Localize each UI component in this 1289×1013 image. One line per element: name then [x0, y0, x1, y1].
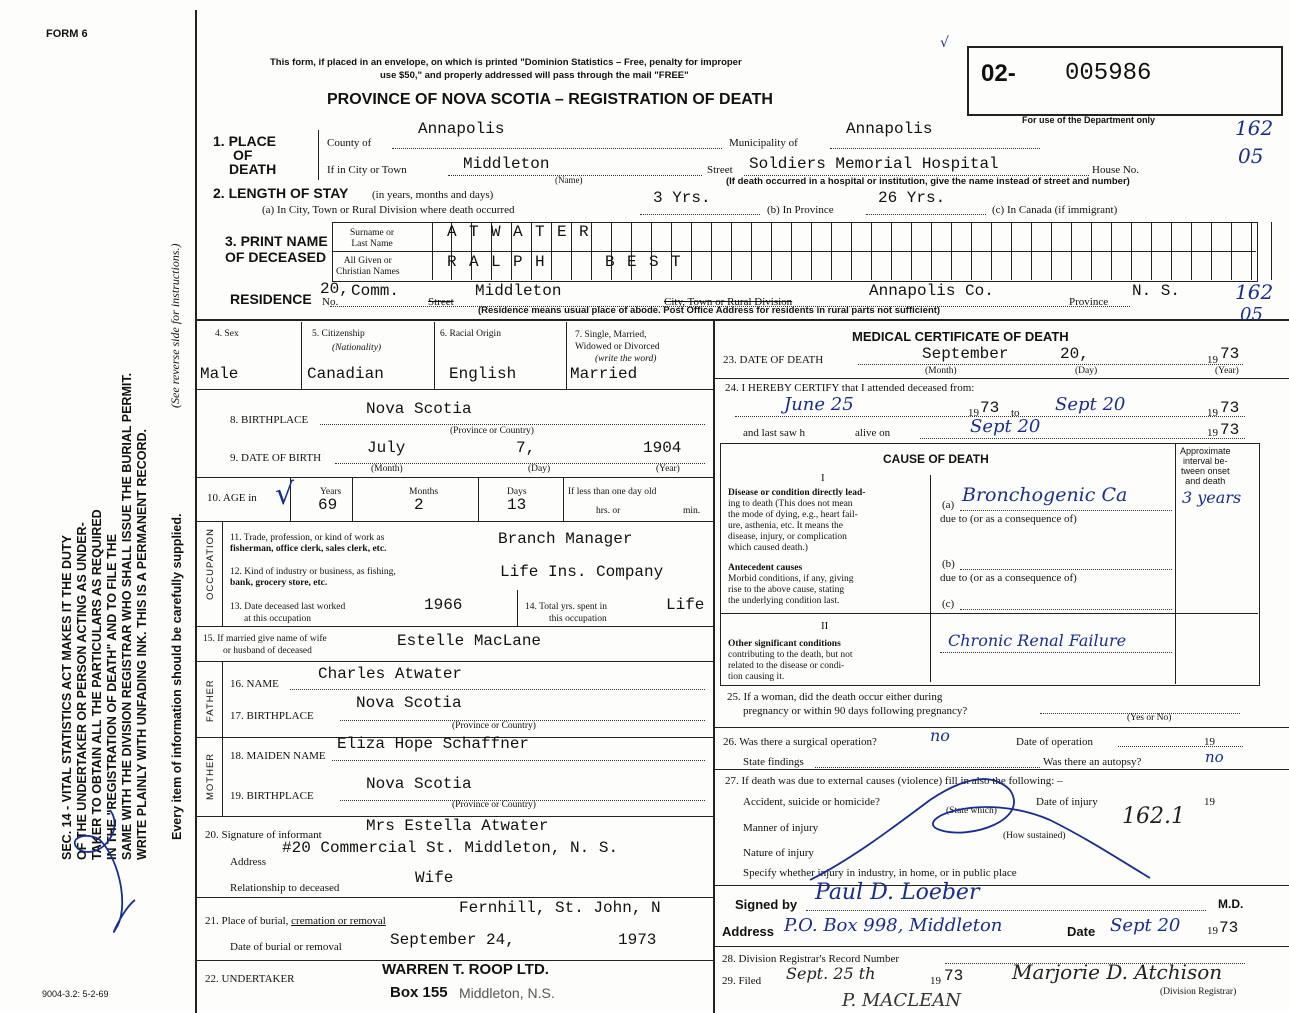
label-part: tion causing it. — [728, 672, 785, 682]
mother-birthplace-note: (Province or Country) — [452, 800, 536, 810]
accident-label: Accident, suicide or homicide? — [743, 796, 880, 808]
residence-street: Comm. — [351, 282, 400, 300]
months-label: Months — [409, 487, 439, 497]
mother-name: Eliza Hope Schaffner — [337, 735, 530, 753]
years-label: Years — [320, 487, 342, 497]
marital-label — [575, 329, 660, 365]
label-part: OF — [233, 147, 253, 163]
burial-date-label: Date of burial or removal — [230, 941, 342, 953]
informant-address-label: Address — [230, 856, 267, 868]
label-part: 12. Kind of industry or business, as fishing, — [230, 567, 396, 577]
cause-c-label: (c) — [942, 598, 955, 610]
residence-no-label: No. — [322, 296, 339, 308]
op-year: 19 — [1204, 736, 1215, 748]
year-label: (Year) — [656, 464, 680, 474]
cause-title: CAUSE OF DEATH — [883, 452, 989, 466]
day-label: (Day) — [528, 464, 551, 474]
autopsy-value: no — [1205, 748, 1224, 766]
label-part: 7. Single, Married, — [575, 330, 647, 340]
label-part: 13. Date deceased last worked — [230, 602, 346, 612]
given-letter: S — [649, 253, 659, 271]
age-days: 13 — [507, 496, 527, 514]
given-letter: B — [605, 253, 615, 271]
surname-label — [350, 228, 394, 250]
father-birthplace: Nova Scotia — [356, 694, 462, 712]
undertaker-label: 22. UNDERTAKER — [205, 973, 295, 985]
citizenship-label: 5. Citizenship — [312, 329, 365, 339]
side-line: SEC. 14 - VITAL STATISTICS ACT MAKES IT THE DUTY — [60, 534, 74, 860]
stay-a-value: 3 Yrs. — [653, 189, 711, 207]
label-part: the underlying condition last. — [728, 596, 840, 606]
label-part: related to the disease or condi- — [728, 661, 845, 671]
filed-date: Sept. 25 th — [786, 964, 876, 983]
informant-sig-label: 20. Signature of informant — [205, 829, 322, 841]
death-year-label: (Year) — [1215, 366, 1239, 376]
label-part: bank, grocery store, etc. — [230, 578, 328, 588]
surname-letter: T — [535, 223, 545, 241]
signer-address: P.O. Box 998, Middleton — [784, 915, 1003, 936]
yes-no-label: (Yes or No) — [1127, 713, 1172, 723]
industry-value: Life Ins. Company — [500, 563, 664, 581]
label-part: the mode of dying, e.g., heart fail- — [728, 510, 858, 520]
father-name-label: 16. NAME — [230, 678, 279, 690]
label-part: interval be- — [1183, 456, 1228, 466]
father-name: Charles Atwater — [318, 665, 463, 683]
stay-unit-note: (in years, months and days) — [372, 189, 494, 201]
given-letter: R — [447, 253, 457, 271]
part-i: I — [821, 472, 825, 484]
cause-b-label: (b) — [942, 558, 955, 570]
relationship-label: Relationship to deceased — [230, 882, 340, 894]
interval-a: 3 years — [1182, 488, 1242, 507]
to-year-prefix: 19 — [1207, 407, 1218, 419]
burial-place-label — [205, 915, 386, 927]
mother-birthplace: Nova Scotia — [366, 775, 472, 793]
month-label: (Month) — [371, 464, 403, 474]
registration-number-box — [967, 46, 1283, 116]
last-worked-value: 1966 — [424, 596, 463, 614]
birthplace-label: 8. BIRTHPLACE — [230, 414, 309, 426]
disease-label — [728, 488, 865, 554]
mailing-notice-1: This form, if placed in an envelope, on which is printed "Dominion Statistics – Free, penalty for improper — [270, 57, 742, 68]
racial-label: 6. Racial Origin — [440, 329, 501, 339]
form-id: FORM 6 — [46, 28, 88, 40]
signed-by-label: Signed by — [735, 897, 798, 912]
check-mark: √ — [940, 35, 949, 51]
dob-label: 9. DATE OF BIRTH — [230, 452, 322, 464]
place-code-2: 05 — [1238, 144, 1264, 168]
side-line: WRITE PLAINLY WITH UNFADING INK. THIS IS A PERMANENT RECORD. — [135, 428, 149, 860]
last-worked-label — [230, 601, 345, 625]
stay-a-label: (a) In City, Town or Rural Division where death occurred — [262, 204, 515, 216]
side-line: TAKER TO OBTAIN ALL THE PARTICULARS AS REQUIRED — [90, 509, 104, 860]
side-note: (See reverse side for instructions.) — [168, 243, 182, 408]
external-label: 27. If death was due to external causes (violence) fill in also the following: – — [725, 775, 1063, 787]
medical-title: MEDICAL CERTIFICATE OF DEATH — [852, 329, 1069, 344]
surgery-value: no — [930, 726, 950, 745]
residence-note: (Residence means usual place of abode. Post Office Address for residents in rural parts not sufficient) — [478, 305, 941, 316]
name-label: (Name) — [555, 175, 583, 185]
death-day: 20, — [1060, 345, 1089, 363]
street-label-struck: Street — [428, 296, 454, 308]
sex-label: 4. Sex — [215, 329, 239, 339]
total-years-label — [525, 601, 607, 625]
last-saw-year-prefix: 19 — [1207, 427, 1218, 439]
antecedent-label — [728, 563, 854, 607]
death-date-label: 23. DATE OF DEATH — [723, 354, 824, 366]
given-letter: T — [671, 253, 681, 271]
surname-letter: R — [579, 223, 589, 241]
given-letter: H — [535, 253, 545, 271]
registrar-signature: Marjorie D. Atchison — [1012, 960, 1223, 984]
label-part: at this occupation — [244, 614, 312, 624]
cause-a-label: (a) — [942, 499, 955, 511]
city-label: If in City or Town — [327, 164, 407, 176]
signer-year-prefix: 19 — [1207, 925, 1218, 937]
label-part: which caused death.) — [728, 543, 808, 553]
state-which-label: (State which) — [946, 806, 997, 816]
house-no-label: House No. — [1092, 164, 1140, 176]
alive-label: alive on — [855, 427, 891, 439]
print-code: 9004-3.2: 5-2-69 — [42, 989, 109, 999]
physician-signature: Paul D. Loeber — [815, 880, 980, 905]
surname-letter: E — [557, 223, 567, 241]
surname-letter: W — [491, 223, 501, 241]
division-label-struck: City, Town or Rural Division — [664, 296, 793, 308]
label-part: OF DECEASED — [225, 249, 327, 265]
hrs-label: hrs. or — [596, 506, 621, 516]
last-saw-date: Sept 20 — [970, 416, 1041, 437]
strike-through-scribble — [790, 760, 1170, 890]
specify-label: Specify whether injury in industry, in home, or in public place — [743, 867, 1017, 879]
given-letter: P — [513, 253, 523, 271]
form-title: PROVINCE OF NOVA SCOTIA – REGISTRATION OF DEATH — [327, 91, 773, 108]
municipality-label: Municipality of — [729, 137, 798, 149]
total-years-value: Life — [666, 596, 705, 614]
from-date: June 25 — [784, 394, 854, 415]
trade-value: Branch Manager — [498, 530, 633, 548]
residence-province: N. S. — [1132, 282, 1181, 300]
injury-date-label: Date of injury — [1036, 796, 1098, 808]
label-part: Surname or — [350, 228, 395, 238]
birthplace-value: Nova Scotia — [366, 400, 472, 418]
undertaker-stamp-3: Middleton, N.S. — [459, 985, 555, 1001]
label-part: (write the word) — [595, 354, 657, 364]
marital-value: Married — [570, 365, 638, 383]
label-part: pregnancy or within 90 days following pregnancy? — [743, 705, 968, 717]
occupation-side-label: OCCUPATION — [205, 528, 216, 600]
label-part: Christian Names — [336, 267, 400, 277]
nature-label: Nature of injury — [743, 847, 814, 859]
other-conditions: Chronic Renal Failure — [948, 631, 1127, 650]
label-part: Antecedent causes — [728, 563, 803, 573]
filed-label: 29. Filed — [722, 975, 762, 987]
city-value: Middleton — [463, 155, 550, 173]
side-line: OF THE UNDERTAKER OR PERSON ACTING AS UNDER- — [75, 522, 89, 860]
due-label-b: due to (or as a consequence of) — [940, 572, 1077, 584]
other-label — [728, 639, 853, 683]
signer-date: Sept 20 — [1110, 915, 1181, 936]
label-part: tween onset — [1180, 466, 1230, 476]
label-part: fisherman, office clerk, sales clerk, etc. — [230, 544, 387, 554]
given-letter: L — [491, 253, 501, 271]
min-label: min. — [683, 506, 701, 516]
certify-label: 24. I HEREBY CERTIFY that I attended deceased from: — [725, 382, 975, 394]
citizenship-value: Canadian — [307, 365, 384, 383]
side-line: IN THE "REGISTRATION OF DEATH" AND TO FILE THE — [105, 534, 119, 860]
dob-year: 1904 — [643, 439, 682, 457]
residence-label: RESIDENCE — [230, 291, 312, 307]
informant-sig: Mrs Estella Atwater — [366, 817, 549, 835]
label-part: or husband of deceased — [223, 646, 312, 656]
municipality-value: Annapolis — [846, 120, 933, 138]
length-of-stay-label: 2. LENGTH OF STAY — [213, 185, 349, 201]
label-part: 25. If a woman, did the death occur either during — [727, 691, 943, 703]
label-part: Morbid conditions, if any, giving — [728, 574, 854, 584]
province-label: Province — [1069, 296, 1109, 308]
findings-label: State findings — [743, 756, 804, 768]
citizenship-sub: (Nationality) — [332, 343, 382, 353]
print-name-label — [225, 233, 328, 265]
side-instructions — [60, 220, 150, 860]
county-label: County of — [327, 137, 372, 149]
label-part: DEATH — [229, 161, 277, 177]
label-part: Approximate — [1180, 446, 1231, 456]
due-label-a: due to (or as a consequence of) — [940, 513, 1077, 525]
signer-address-label: Address — [722, 924, 775, 939]
age-years: 69 — [318, 496, 338, 514]
pen-scribble — [40, 790, 160, 950]
registrar-label: (Division Registrar) — [1160, 987, 1237, 997]
given-letters — [447, 254, 693, 270]
autopsy-label: Was there an autopsy? — [1043, 756, 1142, 768]
op-date-label: Date of operation — [1016, 736, 1093, 748]
death-month-label: (Month) — [925, 366, 957, 376]
residence-code-2: 05 — [1240, 304, 1263, 325]
label-part: 11. Trade, profession, or kind of work as — [230, 533, 385, 543]
institution-note: (If death occurred in a hospital or institution, give the name instead of street and number) — [726, 176, 1130, 187]
stay-c-label: (c) In Canada (if immigrant) — [992, 204, 1118, 216]
street-label: Street — [707, 164, 733, 176]
industry-label — [230, 567, 396, 589]
burial-place: Fernhill, St. John, N — [459, 899, 661, 917]
days-label: Days — [507, 487, 527, 497]
label-part: contributing to the death, but not — [728, 650, 853, 660]
undertaker-handwritten: P. MACLEAN — [842, 990, 961, 1011]
reg-number: 005986 — [1065, 60, 1152, 87]
how-sustained-label: (How sustained) — [1003, 831, 1066, 841]
label-part: ing to death (This does not mean — [728, 499, 853, 509]
to-date: Sept 20 — [1055, 394, 1126, 415]
dob-day: 7, — [516, 439, 536, 457]
label-part: Disease or condition directly lead- — [728, 488, 866, 498]
stay-b-label: (b) In Province — [767, 204, 834, 216]
manner-label: Manner of injury — [743, 822, 819, 834]
sex-value: Male — [200, 365, 239, 383]
informant-address: #20 Commercial St. Middleton, N. S. — [282, 839, 619, 857]
spouse-value: Estelle MacLane — [397, 632, 542, 650]
surname-letter: T — [469, 223, 479, 241]
reg-prefix: 02- — [981, 60, 1016, 87]
from-year-prefix: 19 — [968, 407, 979, 419]
injury-year: 19 — [1204, 796, 1215, 808]
label-part: and death — [1185, 476, 1226, 486]
mailing-notice-2: use $50," and properly addressed will pass through the mail "FREE" — [380, 70, 689, 81]
stay-b-value: 26 Yrs. — [878, 189, 946, 207]
surgery-label: 26. Was there a surgical operation? — [723, 736, 877, 748]
undertaker-stamp-1: WARREN T. ROOP LTD. — [382, 961, 549, 978]
mother-side-label: MOTHER — [205, 752, 216, 800]
from-year: 73 — [980, 399, 1000, 417]
undertaker-stamp-2: Box 155 — [390, 984, 448, 1001]
label-part: Widowed or Divorced — [575, 342, 660, 352]
residence-no: 20, — [320, 280, 349, 298]
death-month: September — [922, 345, 1009, 363]
label-part: Other significant conditions — [728, 639, 841, 649]
label-part: Last Name — [351, 239, 393, 249]
label-part: ure, asthenia, etc. It means the — [728, 521, 844, 531]
father-side-label: FATHER — [205, 679, 216, 722]
cause-a: Bronchogenic Ca — [962, 484, 1128, 506]
last-saw-label: and last saw h — [743, 427, 806, 439]
div-record-label: 28. Division Registrar's Record Number — [722, 953, 900, 965]
signer-year: 73 — [1219, 919, 1239, 937]
label-part: 1. PLACE — [213, 133, 277, 149]
surname-letter: A — [513, 223, 523, 241]
death-day-label: (Day) — [1075, 366, 1098, 376]
md-label: M.D. — [1218, 897, 1244, 911]
filed-year-prefix: 19 — [930, 975, 941, 987]
to-year: 73 — [1220, 399, 1240, 417]
place-code-1: 162 — [1235, 116, 1274, 140]
label-part: rise to the above cause, stating — [728, 585, 845, 595]
birthplace-note: (Province or Country) — [450, 426, 534, 436]
death-year: 73 — [1220, 345, 1240, 363]
death-year-prefix: 19 — [1207, 354, 1218, 366]
mother-birthplace-label: 19. BIRTHPLACE — [230, 790, 314, 802]
trade-label — [230, 533, 386, 555]
side-line: SAME WITH THE DIVISION REGISTRAR WHO SHALL ISSUE THE BURIAL PERMIT. — [120, 372, 134, 860]
label-part: All Given or — [343, 256, 392, 266]
burial-date: September 24, — [390, 931, 515, 949]
surname-letter: A — [447, 223, 457, 241]
given-label — [336, 256, 400, 278]
signer-date-label: Date — [1067, 924, 1096, 939]
label-part: 21. Place of burial, — [205, 915, 292, 927]
injury-code: 162.1 — [1122, 804, 1185, 829]
dept-use-label: For use of the Department only — [1022, 115, 1156, 125]
part-ii: II — [821, 620, 829, 632]
place-of-death-label — [213, 134, 276, 176]
label-part: disease, injury, or complication — [728, 532, 847, 542]
less-day-label: If less than one day old — [568, 487, 657, 497]
street-value: Soldiers Memorial Hospital — [749, 155, 999, 173]
filed-year: 73 — [944, 967, 964, 985]
age-label: 10. AGE in — [207, 492, 257, 504]
residence-code-1: 162 — [1235, 280, 1274, 304]
spouse-label — [203, 633, 327, 657]
county-value: Annapolis — [418, 120, 505, 138]
last-saw-year: 73 — [1220, 421, 1240, 439]
label-part: 14. Total yrs. spent in — [525, 602, 608, 612]
woman-label — [727, 690, 967, 718]
side-bottom-note: Every item of information should be carefully supplied. — [170, 513, 184, 840]
label-part: 3. PRINT NAME — [225, 233, 328, 249]
residence-county: Annapolis Co. — [869, 282, 994, 300]
age-check-mark: √ — [275, 477, 295, 512]
racial-value: English — [449, 365, 517, 383]
father-birthplace-note: (Province or Country) — [452, 721, 536, 731]
label-part: 15. If married give name of wife — [203, 634, 327, 644]
given-letter: A — [469, 253, 479, 271]
to-label: to — [1011, 407, 1020, 419]
dob-month: July — [367, 439, 406, 457]
relationship-value: Wife — [415, 869, 454, 887]
burial-year: 1973 — [618, 931, 657, 949]
label-part: this occupation — [549, 614, 607, 624]
residence-town: Middleton — [475, 282, 562, 300]
mother-name-label: 18. MAIDEN NAME — [230, 750, 326, 762]
given-letter: E — [627, 253, 637, 271]
label-part: cremation or removal — [291, 915, 386, 927]
interval-label — [1180, 446, 1231, 486]
age-months: 2 — [414, 496, 424, 514]
surname-letters — [447, 224, 601, 240]
father-birthplace-label: 17. BIRTHPLACE — [230, 710, 314, 722]
